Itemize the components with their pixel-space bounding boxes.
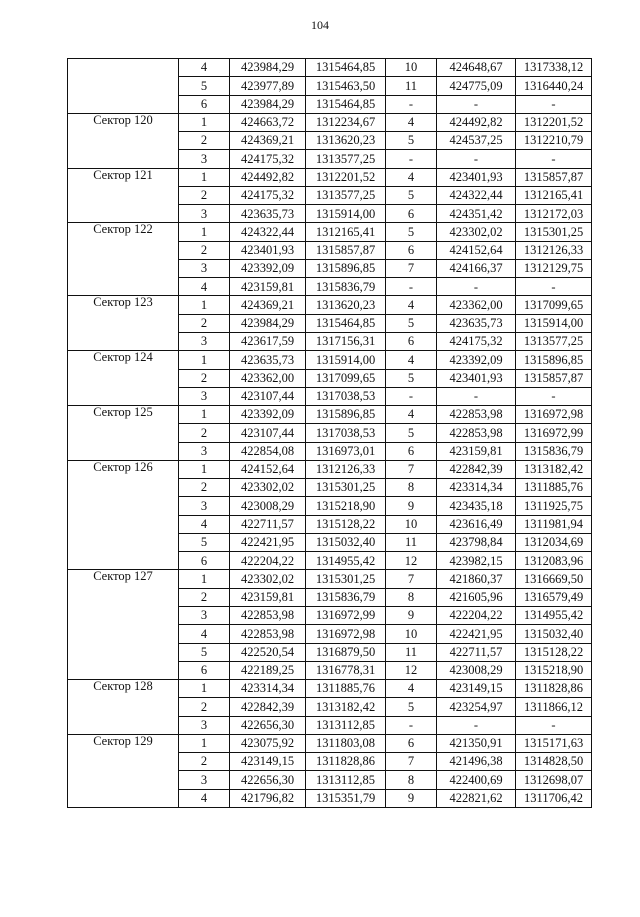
point-number-cell: 3 bbox=[179, 205, 230, 223]
coordinate-cell: 1315914,00 bbox=[516, 314, 592, 332]
coordinate-cell: 423984,29 bbox=[230, 59, 306, 77]
point-number-cell: 7 bbox=[386, 460, 437, 478]
point-number-cell: - bbox=[386, 150, 437, 168]
point-number-cell: 2 bbox=[179, 588, 230, 606]
point-number-cell: 1 bbox=[179, 223, 230, 241]
coordinate-cell: 1313182,42 bbox=[306, 698, 386, 716]
coordinate-cell: 421860,37 bbox=[437, 570, 516, 588]
table-row bbox=[68, 223, 592, 241]
coordinate-cell: 1316973,01 bbox=[306, 442, 386, 460]
coordinate-cell: 1315218,90 bbox=[516, 661, 592, 679]
coordinate-cell: 422711,57 bbox=[437, 643, 516, 661]
coordinates-table bbox=[67, 58, 592, 808]
coordinate-cell: - bbox=[516, 278, 592, 296]
coordinate-cell: 422821,62 bbox=[437, 789, 516, 807]
coordinate-cell: 424175,32 bbox=[230, 150, 306, 168]
coordinate-cell: - bbox=[437, 716, 516, 734]
point-number-cell: 2 bbox=[179, 369, 230, 387]
coordinate-cell: 423314,34 bbox=[230, 680, 306, 698]
point-number-cell: 10 bbox=[386, 515, 437, 533]
coordinate-cell: 423617,59 bbox=[230, 332, 306, 350]
coordinate-cell: 423635,73 bbox=[437, 314, 516, 332]
coordinate-cell: 1312165,41 bbox=[516, 186, 592, 204]
coordinate-cell: 424492,82 bbox=[437, 113, 516, 131]
coordinate-cell: 1315128,22 bbox=[306, 515, 386, 533]
coordinate-cell: 422842,39 bbox=[437, 460, 516, 478]
coordinate-cell: 1316972,99 bbox=[516, 424, 592, 442]
point-number-cell: 5 bbox=[386, 132, 437, 150]
coordinate-cell: 423107,44 bbox=[230, 387, 306, 405]
point-number-cell: 3 bbox=[179, 497, 230, 515]
point-number-cell: 3 bbox=[179, 150, 230, 168]
coordinate-cell: 1312172,03 bbox=[516, 205, 592, 223]
coordinate-cell: 1313577,25 bbox=[306, 150, 386, 168]
point-number-cell: 1 bbox=[179, 680, 230, 698]
coordinate-cell: 1317156,31 bbox=[306, 332, 386, 350]
coordinate-cell: 1315836,79 bbox=[306, 278, 386, 296]
coordinate-cell: 424537,25 bbox=[437, 132, 516, 150]
coordinate-cell: 1315464,85 bbox=[306, 314, 386, 332]
point-number-cell: 4 bbox=[386, 113, 437, 131]
coordinate-cell: 1316778,31 bbox=[306, 661, 386, 679]
coordinate-cell: 1312083,96 bbox=[516, 552, 592, 570]
coordinates-table-body bbox=[68, 59, 592, 808]
coordinate-cell: 422854,08 bbox=[230, 442, 306, 460]
point-number-cell: 5 bbox=[179, 77, 230, 95]
coordinate-cell: 422520,54 bbox=[230, 643, 306, 661]
point-number-cell: 3 bbox=[179, 606, 230, 624]
point-number-cell: - bbox=[386, 95, 437, 113]
point-number-cell: 5 bbox=[386, 698, 437, 716]
coordinate-cell: 422204,22 bbox=[437, 606, 516, 624]
coordinate-cell: 422853,98 bbox=[437, 406, 516, 424]
coordinate-cell: 1312201,52 bbox=[516, 113, 592, 131]
coordinate-cell: 1316972,98 bbox=[306, 625, 386, 643]
coordinate-cell: 1311981,94 bbox=[516, 515, 592, 533]
point-number-cell: 8 bbox=[386, 588, 437, 606]
point-number-cell: 11 bbox=[386, 643, 437, 661]
coordinate-cell: 421796,82 bbox=[230, 789, 306, 807]
coordinate-cell: 1315128,22 bbox=[516, 643, 592, 661]
point-number-cell: 6 bbox=[386, 734, 437, 752]
coordinate-cell: 1315836,79 bbox=[306, 588, 386, 606]
coordinate-cell: 423982,15 bbox=[437, 552, 516, 570]
coordinate-cell: 1314955,42 bbox=[516, 606, 592, 624]
coordinate-cell: 424152,64 bbox=[230, 460, 306, 478]
point-number-cell: 9 bbox=[386, 606, 437, 624]
point-number-cell: 7 bbox=[386, 753, 437, 771]
table-row bbox=[68, 460, 592, 478]
coordinate-cell: 1317099,65 bbox=[516, 296, 592, 314]
point-number-cell: - bbox=[386, 387, 437, 405]
point-number-cell: 1 bbox=[179, 351, 230, 369]
coordinate-cell: 421605,96 bbox=[437, 588, 516, 606]
coordinate-cell: 423392,09 bbox=[230, 406, 306, 424]
point-number-cell: 5 bbox=[386, 314, 437, 332]
coordinate-cell: 1316879,50 bbox=[306, 643, 386, 661]
point-number-cell: 1 bbox=[179, 460, 230, 478]
coordinate-cell: 423302,02 bbox=[230, 479, 306, 497]
coordinate-cell: 1315301,25 bbox=[516, 223, 592, 241]
coordinate-cell: 421350,91 bbox=[437, 734, 516, 752]
point-number-cell: 4 bbox=[179, 515, 230, 533]
table-row bbox=[68, 406, 592, 424]
coordinate-cell: 423149,15 bbox=[437, 680, 516, 698]
coordinate-cell: 1317038,53 bbox=[306, 424, 386, 442]
coordinate-cell: 1312201,52 bbox=[306, 168, 386, 186]
coordinate-cell: 422400,69 bbox=[437, 771, 516, 789]
point-number-cell: 9 bbox=[386, 497, 437, 515]
point-number-cell: 11 bbox=[386, 533, 437, 551]
coordinate-cell: 422421,95 bbox=[230, 533, 306, 551]
coordinate-cell: 1312126,33 bbox=[306, 460, 386, 478]
point-number-cell: 8 bbox=[386, 479, 437, 497]
coordinate-cell: - bbox=[516, 387, 592, 405]
point-number-cell: 4 bbox=[386, 351, 437, 369]
coordinate-cell: 424663,72 bbox=[230, 113, 306, 131]
coordinate-cell: 1315857,87 bbox=[516, 168, 592, 186]
sector-label: Сектор 123 bbox=[68, 296, 179, 351]
point-number-cell: 1 bbox=[179, 734, 230, 752]
coordinate-cell: - bbox=[437, 278, 516, 296]
point-number-cell: 4 bbox=[179, 278, 230, 296]
coordinate-cell: 421496,38 bbox=[437, 753, 516, 771]
point-number-cell: 5 bbox=[386, 424, 437, 442]
coordinate-cell: 422853,98 bbox=[230, 606, 306, 624]
coordinate-cell: 1316669,50 bbox=[516, 570, 592, 588]
coordinate-cell: 424152,64 bbox=[437, 241, 516, 259]
coordinate-cell: 424648,67 bbox=[437, 59, 516, 77]
coordinate-cell: 1315896,85 bbox=[516, 351, 592, 369]
coordinate-cell: 423362,00 bbox=[437, 296, 516, 314]
coordinate-cell: 422853,98 bbox=[437, 424, 516, 442]
point-number-cell: 3 bbox=[179, 442, 230, 460]
coordinate-cell: 1316440,24 bbox=[516, 77, 592, 95]
coordinate-cell: - bbox=[437, 95, 516, 113]
coordinate-cell: 422656,30 bbox=[230, 771, 306, 789]
coordinate-cell: 1315896,85 bbox=[306, 406, 386, 424]
coordinate-cell: 423362,00 bbox=[230, 369, 306, 387]
coordinate-cell: 1315836,79 bbox=[516, 442, 592, 460]
coordinate-cell: - bbox=[516, 716, 592, 734]
coordinate-cell: 424775,09 bbox=[437, 77, 516, 95]
coordinate-cell: 422421,95 bbox=[437, 625, 516, 643]
point-number-cell: 1 bbox=[179, 406, 230, 424]
point-number-cell: 2 bbox=[179, 186, 230, 204]
point-number-cell: 2 bbox=[179, 132, 230, 150]
point-number-cell: 4 bbox=[386, 168, 437, 186]
point-number-cell: 5 bbox=[386, 223, 437, 241]
sector-label: Сектор 120 bbox=[68, 113, 179, 168]
sector-label: Сектор 125 bbox=[68, 406, 179, 461]
coordinate-cell: 1312210,79 bbox=[516, 132, 592, 150]
table-row bbox=[68, 734, 592, 752]
coordinate-cell: 423977,89 bbox=[230, 77, 306, 95]
coordinate-cell: 422842,39 bbox=[230, 698, 306, 716]
coordinate-cell: 424492,82 bbox=[230, 168, 306, 186]
coordinate-cell: 1315896,85 bbox=[306, 259, 386, 277]
point-number-cell: 4 bbox=[386, 680, 437, 698]
point-number-cell: 4 bbox=[179, 625, 230, 643]
point-number-cell: 7 bbox=[386, 570, 437, 588]
coordinate-cell: 423635,73 bbox=[230, 205, 306, 223]
point-number-cell: 2 bbox=[179, 698, 230, 716]
point-number-cell: 9 bbox=[386, 789, 437, 807]
point-number-cell: 7 bbox=[386, 259, 437, 277]
coordinate-cell: 1315914,00 bbox=[306, 205, 386, 223]
coordinate-cell: 422189,25 bbox=[230, 661, 306, 679]
coordinate-cell: 422204,22 bbox=[230, 552, 306, 570]
coordinate-cell: 423401,93 bbox=[230, 241, 306, 259]
point-number-cell: 4 bbox=[179, 59, 230, 77]
point-number-cell: 6 bbox=[179, 661, 230, 679]
point-number-cell: 3 bbox=[179, 771, 230, 789]
coordinate-cell: 1313577,25 bbox=[306, 186, 386, 204]
table-row bbox=[68, 59, 592, 77]
sector-label bbox=[68, 59, 179, 114]
point-number-cell: 3 bbox=[179, 332, 230, 350]
point-number-cell: 11 bbox=[386, 77, 437, 95]
coordinate-cell: 1317099,65 bbox=[306, 369, 386, 387]
page-number: 104 bbox=[311, 18, 329, 32]
coordinate-cell: 1311925,75 bbox=[516, 497, 592, 515]
point-number-cell: 12 bbox=[386, 552, 437, 570]
coordinate-cell: 423159,81 bbox=[437, 442, 516, 460]
coordinate-cell: 1315301,25 bbox=[306, 479, 386, 497]
coordinate-cell: 1313112,85 bbox=[306, 716, 386, 734]
coordinate-cell: 423159,81 bbox=[230, 278, 306, 296]
coordinate-cell: 422853,98 bbox=[230, 625, 306, 643]
coordinate-cell: 423107,44 bbox=[230, 424, 306, 442]
point-number-cell: 4 bbox=[386, 406, 437, 424]
coordinate-cell: 423616,49 bbox=[437, 515, 516, 533]
coordinate-cell: 1312165,41 bbox=[306, 223, 386, 241]
sector-label: Сектор 127 bbox=[68, 570, 179, 680]
table-row bbox=[68, 296, 592, 314]
table-row bbox=[68, 351, 592, 369]
point-number-cell: 2 bbox=[179, 753, 230, 771]
coordinate-cell: 1315032,40 bbox=[516, 625, 592, 643]
coordinate-cell: 1311803,08 bbox=[306, 734, 386, 752]
point-number-cell: 6 bbox=[179, 95, 230, 113]
coordinate-cell: 424351,42 bbox=[437, 205, 516, 223]
coordinate-cell: 1315463,50 bbox=[306, 77, 386, 95]
sector-label: Сектор 126 bbox=[68, 460, 179, 570]
sector-label: Сектор 128 bbox=[68, 680, 179, 735]
coordinate-cell: - bbox=[437, 150, 516, 168]
point-number-cell: 6 bbox=[386, 205, 437, 223]
coordinate-cell: 1311885,76 bbox=[516, 479, 592, 497]
coordinate-cell: 423008,29 bbox=[230, 497, 306, 515]
point-number-cell: 1 bbox=[179, 113, 230, 131]
coordinate-cell: 1312129,75 bbox=[516, 259, 592, 277]
coordinate-cell: 1313620,23 bbox=[306, 132, 386, 150]
point-number-cell: 1 bbox=[179, 296, 230, 314]
coordinate-cell: 423149,15 bbox=[230, 753, 306, 771]
coordinate-cell: 424369,21 bbox=[230, 296, 306, 314]
sector-label: Сектор 129 bbox=[68, 734, 179, 807]
coordinate-cell: 1315301,25 bbox=[306, 570, 386, 588]
table-row bbox=[68, 680, 592, 698]
point-number-cell: 5 bbox=[179, 643, 230, 661]
coordinate-cell: - bbox=[437, 387, 516, 405]
coordinate-cell: 423392,09 bbox=[230, 259, 306, 277]
coordinate-cell: 1313577,25 bbox=[516, 332, 592, 350]
coordinate-cell: 1315032,40 bbox=[306, 533, 386, 551]
point-number-cell: - bbox=[386, 278, 437, 296]
point-number-cell: 5 bbox=[386, 369, 437, 387]
coordinate-cell: 423392,09 bbox=[437, 351, 516, 369]
coordinate-cell: 1312034,69 bbox=[516, 533, 592, 551]
coordinate-cell: 424175,32 bbox=[437, 332, 516, 350]
coordinate-cell: 1311885,76 bbox=[306, 680, 386, 698]
sector-label: Сектор 121 bbox=[68, 168, 179, 223]
point-number-cell: 6 bbox=[386, 442, 437, 460]
coordinate-cell: 1311828,86 bbox=[306, 753, 386, 771]
coordinate-cell: 1315218,90 bbox=[306, 497, 386, 515]
coordinate-cell: 1313620,23 bbox=[306, 296, 386, 314]
point-number-cell: 1 bbox=[179, 570, 230, 588]
coordinate-cell: 423984,29 bbox=[230, 95, 306, 113]
sector-label: Сектор 124 bbox=[68, 351, 179, 406]
coordinate-cell: 423401,93 bbox=[437, 369, 516, 387]
point-number-cell: 3 bbox=[179, 387, 230, 405]
coordinate-cell: 1316579,49 bbox=[516, 588, 592, 606]
point-number-cell: 5 bbox=[179, 533, 230, 551]
coordinate-cell: 1312126,33 bbox=[516, 241, 592, 259]
coordinate-cell: 423314,34 bbox=[437, 479, 516, 497]
coordinate-cell: 423302,02 bbox=[230, 570, 306, 588]
point-number-cell: 2 bbox=[179, 479, 230, 497]
point-number-cell: 3 bbox=[179, 716, 230, 734]
coordinate-cell: 423008,29 bbox=[437, 661, 516, 679]
coordinate-cell: 1313182,42 bbox=[516, 460, 592, 478]
coordinate-cell: 1314955,42 bbox=[306, 552, 386, 570]
coordinate-cell: 423635,73 bbox=[230, 351, 306, 369]
coordinate-cell: 424322,44 bbox=[437, 186, 516, 204]
coordinate-cell: 1311828,86 bbox=[516, 680, 592, 698]
coordinate-cell: 1315857,87 bbox=[516, 369, 592, 387]
coordinate-cell: 422656,30 bbox=[230, 716, 306, 734]
coordinate-cell: 423075,92 bbox=[230, 734, 306, 752]
coordinate-cell: 423984,29 bbox=[230, 314, 306, 332]
point-number-cell: - bbox=[386, 716, 437, 734]
point-number-cell: 6 bbox=[179, 552, 230, 570]
coordinate-cell: 1315464,85 bbox=[306, 95, 386, 113]
coordinate-cell: 1315171,63 bbox=[516, 734, 592, 752]
coordinate-cell: 423159,81 bbox=[230, 588, 306, 606]
coordinate-cell: 1312234,67 bbox=[306, 113, 386, 131]
table-row bbox=[68, 168, 592, 186]
coordinate-cell: 1312698,07 bbox=[516, 771, 592, 789]
coordinate-cell: 424166,37 bbox=[437, 259, 516, 277]
point-number-cell: 4 bbox=[179, 789, 230, 807]
table-row bbox=[68, 113, 592, 131]
point-number-cell: 1 bbox=[179, 168, 230, 186]
coordinate-cell: 1315351,79 bbox=[306, 789, 386, 807]
coordinate-cell: 1315857,87 bbox=[306, 241, 386, 259]
point-number-cell: 4 bbox=[386, 296, 437, 314]
point-number-cell: 6 bbox=[386, 332, 437, 350]
point-number-cell: 5 bbox=[386, 186, 437, 204]
coordinate-cell: 423302,02 bbox=[437, 223, 516, 241]
point-number-cell: 10 bbox=[386, 59, 437, 77]
point-number-cell: 12 bbox=[386, 661, 437, 679]
sector-label: Сектор 122 bbox=[68, 223, 179, 296]
coordinate-cell: 1313112,85 bbox=[306, 771, 386, 789]
point-number-cell: 2 bbox=[179, 424, 230, 442]
coordinate-cell: 424369,21 bbox=[230, 132, 306, 150]
coordinate-cell: 1316972,99 bbox=[306, 606, 386, 624]
coordinate-cell: 1317038,53 bbox=[306, 387, 386, 405]
coordinate-cell: 423254,97 bbox=[437, 698, 516, 716]
coordinate-cell: 422711,57 bbox=[230, 515, 306, 533]
coordinate-cell: 1317338,12 bbox=[516, 59, 592, 77]
coordinate-cell: 1316972,98 bbox=[516, 406, 592, 424]
coordinate-cell: 423401,93 bbox=[437, 168, 516, 186]
coordinate-cell: 424175,32 bbox=[230, 186, 306, 204]
coordinate-cell: 1311706,42 bbox=[516, 789, 592, 807]
coordinate-cell: 1315464,85 bbox=[306, 59, 386, 77]
coordinate-cell: 423435,18 bbox=[437, 497, 516, 515]
table-row bbox=[68, 570, 592, 588]
coordinate-cell: 424322,44 bbox=[230, 223, 306, 241]
point-number-cell: 8 bbox=[386, 771, 437, 789]
point-number-cell: 6 bbox=[386, 241, 437, 259]
point-number-cell: 10 bbox=[386, 625, 437, 643]
coordinate-cell: 1314828,50 bbox=[516, 753, 592, 771]
coordinate-cell: 1311866,12 bbox=[516, 698, 592, 716]
coordinate-cell: 1315914,00 bbox=[306, 351, 386, 369]
point-number-cell: 3 bbox=[179, 259, 230, 277]
coordinate-cell: - bbox=[516, 150, 592, 168]
point-number-cell: 2 bbox=[179, 314, 230, 332]
coordinate-cell: - bbox=[516, 95, 592, 113]
point-number-cell: 2 bbox=[179, 241, 230, 259]
coordinate-cell: 423798,84 bbox=[437, 533, 516, 551]
